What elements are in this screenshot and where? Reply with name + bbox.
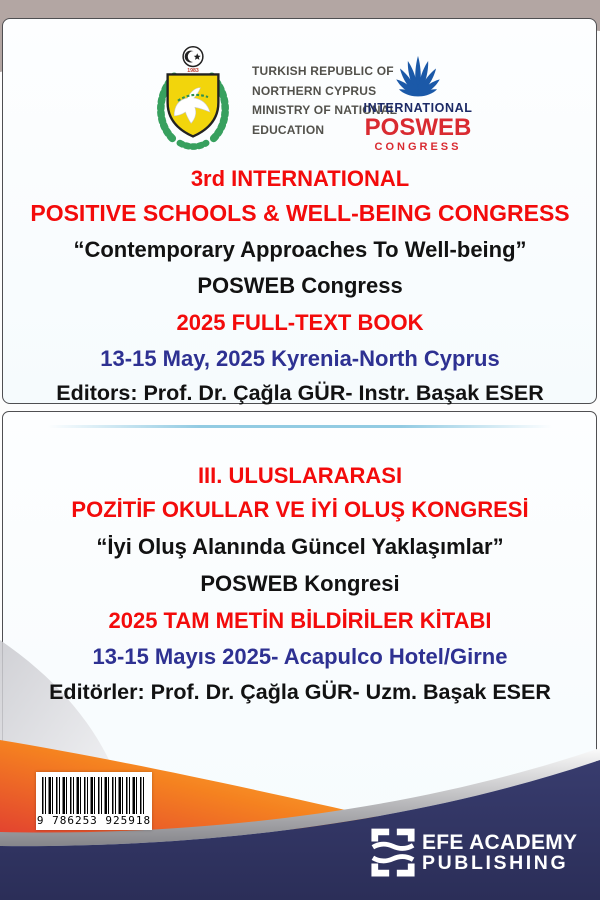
en-title-line2: POSITIVE SCHOOLS & WELL-BEING CONGRESS <box>30 200 570 226</box>
wreath-bottom <box>180 143 206 147</box>
panel-divider-line <box>48 425 552 428</box>
trnc-ministry-emblem <box>146 44 240 150</box>
en-date-place: 13-15 May, 2025 Kyrenia-North Cyprus <box>100 346 500 371</box>
ministry-line: NORTHERN CYPRUS <box>252 83 377 98</box>
tr-book-title: 2025 TAM METİN BİLDİRİLER KİTABI <box>108 608 492 633</box>
en-congress-name: POSWEB Congress <box>197 273 403 298</box>
ministry-line: MINISTRY OF NATIONAL <box>252 103 398 117</box>
ministry-line: EDUCATION <box>252 122 325 137</box>
tr-title-line1: III. ULUSLARARASI <box>197 463 403 488</box>
en-book-title: 2025 FULL-TEXT BOOK <box>176 310 424 335</box>
publisher-name-line2: PUBLISHING <box>422 852 569 874</box>
tr-editors: Editörler: Prof. Dr. Çağla GÜR- Uzm. Başak ESER <box>49 680 551 704</box>
barcode-bars <box>42 777 146 814</box>
posweb-congress-logo <box>355 54 481 153</box>
open-books-icon <box>370 828 416 878</box>
tr-date-place: 13-15 Mayıs 2025- Acapulco Hotel/Girne <box>92 644 508 669</box>
posweb-name-label: POSWEB <box>364 114 472 141</box>
posweb-congress-label: CONGRESS <box>374 141 462 153</box>
isbn-barcode <box>36 772 152 830</box>
posweb-international-label: INTERNATIONAL <box>363 101 473 115</box>
isbn-number: 9 786253 925918 <box>36 814 152 827</box>
en-subtitle: “Contemporary Approaches To Well-being” <box>73 237 527 262</box>
emblem-year: 1983 <box>187 68 199 75</box>
tr-congress-name: POSWEB Kongresi <box>200 571 400 596</box>
lotus-icon <box>370 54 466 100</box>
tr-subtitle: “İyi Oluş Alanında Güncel Yaklaşımlar” <box>96 534 504 559</box>
efe-academy-logo <box>370 828 577 878</box>
ministry-line: TURKISH REPUBLIC OF <box>252 64 394 78</box>
en-editors: Editors: Prof. Dr. Çağla GÜR- Instr. Başak ESER <box>56 381 544 405</box>
en-title-line1: 3rd INTERNATIONAL <box>190 166 410 191</box>
publisher-name-line1: EFE ACADEMY <box>422 831 578 854</box>
tr-title-line2: POZİTİF OKULLAR VE İYİ OLUŞ KONGRESİ <box>71 497 529 522</box>
